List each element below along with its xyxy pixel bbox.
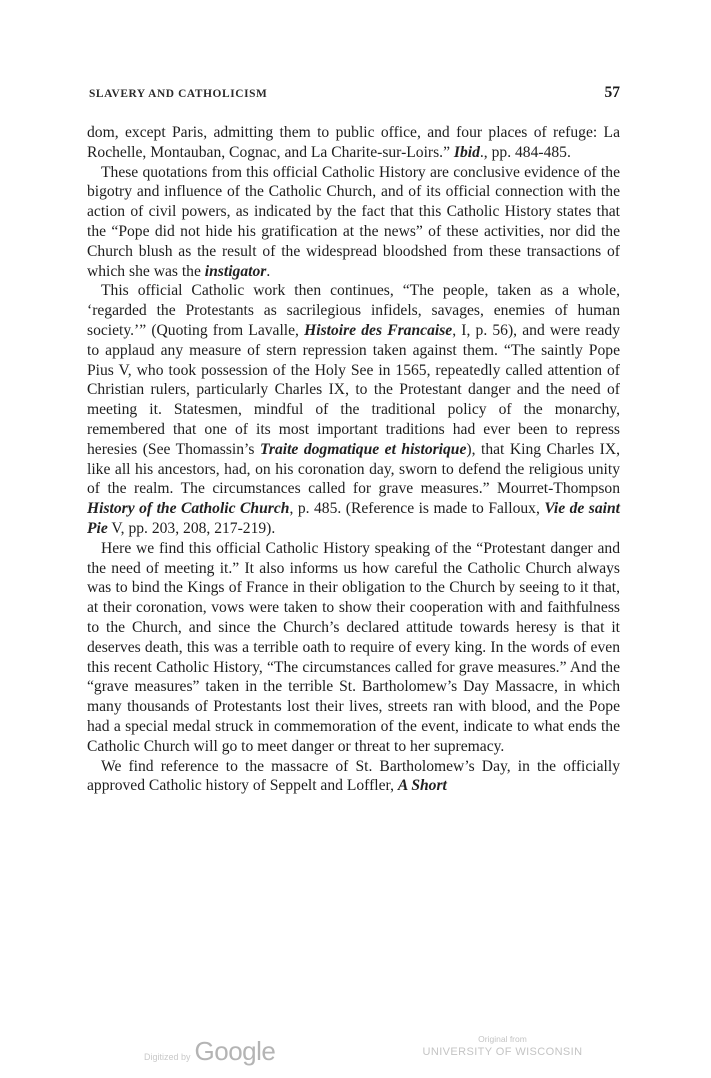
italic-title-text: Histoire des Francaise	[304, 321, 453, 339]
university-label: UNIVERSITY OF WISCONSIN	[422, 1046, 583, 1058]
google-logo: Google	[194, 1036, 276, 1066]
italic-title-text: Traite dogmatique et historique	[259, 440, 467, 458]
digitized-by-google-mark	[144, 1036, 275, 1067]
original-from-label: Original from	[478, 1034, 527, 1044]
text-run: We find reference to the massacre of St. Bartholomew’s Day, in the officially approved Catholic history of Seppelt and Loffler,	[87, 757, 620, 795]
text-run: , p. 485. (Reference is made to Falloux,	[289, 500, 545, 518]
page-number: 57	[604, 84, 620, 101]
italic-title-text: Ibid	[453, 143, 480, 161]
paragraph	[87, 539, 620, 757]
text-run: , I, p. 56), and were ready to applaud any measure of stern repression taken against them. “The saintly Pope Pius V, who took possession of the Holy See in 1565, repeatedly called attention of Christian rulers, particularly Charles IX, to the Protestant danger and the need of meeting it. Statesmen, mindful of the traditional policy of the monarchy, remembered that one of its most important traditions had ever been to repress heresies (See Thomassin’s	[87, 321, 621, 458]
text-run: This official Catholic work then continues, “The people, taken as a whole, ‘regarded the Protestants as sacrilegious infidels, savages, enemies of human society.’” (Quoting from Lavalle,	[87, 282, 620, 339]
paragraph	[87, 163, 620, 282]
paragraph	[87, 757, 620, 797]
text-run: dom, except Paris, admitting them to public office, and four places of refuge: La Rochelle, Montauban, Cognac, and La Charite-sur-Loirs.”	[87, 124, 620, 161]
italic-title-text: instigator	[204, 262, 267, 280]
italic-title-text: Vie de saint Pie	[87, 500, 621, 537]
text-run: .	[266, 262, 271, 280]
source-library-mark	[420, 1034, 585, 1059]
italic-title-text: A Short	[397, 777, 447, 795]
text-run: ), that King Charles IX, like all his ancestors, had, on his coronation day, sworn to defend the religious unity of the realm. The circumstances called for grave measures.” Mourret-Thompson	[87, 440, 620, 498]
paragraph	[87, 123, 620, 163]
text-run: These quotations from this official Catholic History are conclusive evidence of the bigotry and influence of the Catholic Church, and of its official connection with the action of civil powers, as indicated by the fact that this Catholic History states that the “Pope did not hide his gratification at the news” of these activities, nor did the Church blush as the result of the widespread bloodshed from these transactions of which she was the	[87, 163, 620, 280]
italic-title-text: History of the Catholic Church	[87, 500, 290, 518]
text-run: V, pp. 203, 208, 217-219).	[107, 519, 276, 537]
paragraph	[87, 281, 620, 538]
digitized-label: Digitized by	[144, 1052, 191, 1062]
text-run: ., pp. 484-485.	[479, 143, 571, 161]
running-head: SLAVERY AND CATHOLICISM	[89, 88, 268, 100]
text-run: Here we find this official Catholic History speaking of the “Protestant danger and the need of meeting it.” It also informs us how careful the Catholic Church always was to bind the Kings of France in their obligation to the Church by seeing to it that, at their coronation, vows were taken to show their cooperation with and faithfulness to the Church, and since the Church’s declared attitude towards heresy is that it deserves death, this was a terrible oath to require of every king. In the words of even this recent Catholic History, “The circumstances called for grave measures.” And the “grave measures” taken in the terrible St. Bartholomew’s Day Massacre, in which many thousands of Protestants lost their lives, streets ran with blood, and the Pope had a special medal struck in commemoration of the event, indicate to what ends the Catholic Church will go to meet danger or threat to her supremacy.	[87, 539, 620, 755]
body-text	[87, 123, 620, 796]
page-footer	[0, 1030, 711, 1070]
page-header	[89, 84, 620, 106]
